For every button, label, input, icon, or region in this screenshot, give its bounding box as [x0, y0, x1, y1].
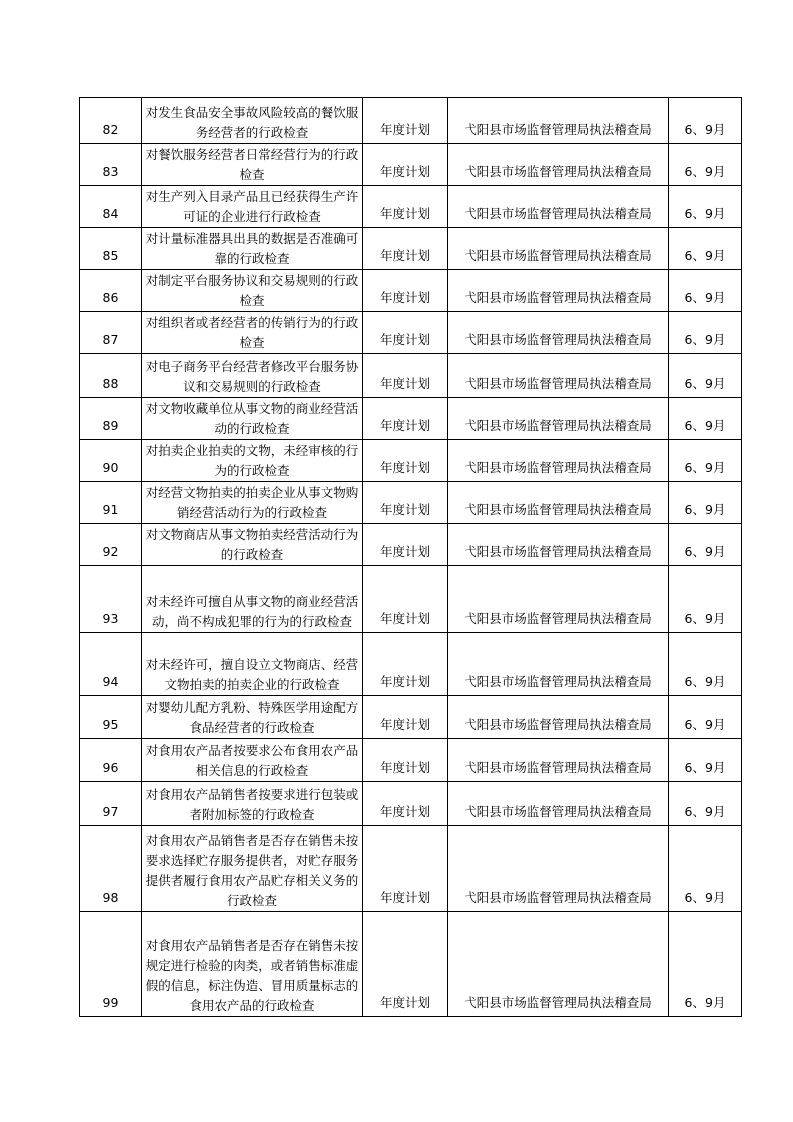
inspection-months-cell [669, 912, 742, 1017]
row-number: 98 [102, 890, 119, 905]
table-row [80, 312, 742, 354]
plan-type-cell [363, 482, 448, 524]
plan-type: 年度计划 [379, 544, 430, 559]
plan-type: 年度计划 [379, 674, 430, 689]
inspection-item-cell [142, 312, 363, 354]
inspection-months: 6、9月 [684, 122, 726, 137]
inspection-item-cell [142, 696, 363, 739]
row-number-cell [80, 524, 142, 566]
responsible-department: 弋阳县市场监督管理局执法稽查局 [464, 890, 652, 905]
row-number: 88 [102, 376, 119, 391]
plan-type-cell [363, 566, 448, 633]
row-number-cell [80, 98, 142, 144]
responsible-department-cell [448, 98, 669, 144]
inspection-months-cell [669, 354, 742, 398]
row-number: 97 [102, 804, 119, 819]
row-number: 86 [102, 290, 119, 305]
inspection-months: 6、9月 [684, 804, 726, 819]
inspection-months: 6、9月 [684, 418, 726, 433]
plan-type-cell [363, 98, 448, 144]
responsible-department-cell [448, 398, 669, 440]
inspection-item: 对食用农产品销售者是否存在销售未按要求选择贮存服务提供者，对贮存服务提供者履行食用农产品贮存相关义务的行政检查 [145, 833, 359, 908]
row-number: 94 [102, 674, 119, 689]
row-number-cell [80, 826, 142, 912]
row-number: 82 [102, 122, 119, 137]
responsible-department: 弋阳县市场监督管理局执法稽查局 [464, 332, 652, 347]
row-number-cell [80, 144, 142, 186]
inspection-months: 6、9月 [684, 332, 726, 347]
row-number: 92 [102, 544, 119, 559]
row-number: 85 [102, 248, 119, 263]
inspection-months: 6、9月 [684, 164, 726, 179]
responsible-department: 弋阳县市场监督管理局执法稽查局 [464, 376, 652, 391]
responsible-department-cell [448, 566, 669, 633]
inspection-months-cell [669, 398, 742, 440]
inspection-item: 对文物商店从事文物拍卖经营活动行为的行政检查 [145, 527, 359, 562]
table-row [80, 696, 742, 739]
inspection-months-cell [669, 739, 742, 782]
row-number-cell [80, 270, 142, 312]
responsible-department: 弋阳县市场监督管理局执法稽查局 [464, 611, 652, 626]
plan-type-cell [363, 912, 448, 1017]
row-number-cell [80, 739, 142, 782]
responsible-department-cell [448, 826, 669, 912]
table-row [80, 144, 742, 186]
responsible-department-cell [448, 524, 669, 566]
inspection-item-cell [142, 228, 363, 270]
inspection-item-cell [142, 186, 363, 228]
inspection-item: 对食用农产品者按要求公布食用农产品相关信息的行政检查 [145, 743, 359, 778]
inspection-months-cell [669, 228, 742, 270]
plan-type: 年度计划 [379, 460, 430, 475]
plan-type: 年度计划 [379, 611, 430, 626]
inspection-months: 6、9月 [684, 290, 726, 305]
plan-type-cell [363, 524, 448, 566]
inspection-months-cell [669, 826, 742, 912]
plan-type: 年度计划 [379, 206, 430, 221]
inspection-item: 对拍卖企业拍卖的文物，未经审核的行为的行政检查 [145, 443, 359, 478]
table-row [80, 270, 742, 312]
plan-type-cell [363, 696, 448, 739]
table-row [80, 826, 742, 912]
plan-type: 年度计划 [379, 418, 430, 433]
responsible-department: 弋阳县市场监督管理局执法稽查局 [464, 418, 652, 433]
inspection-item-cell [142, 98, 363, 144]
row-number: 89 [102, 418, 119, 433]
inspection-item-cell [142, 270, 363, 312]
inspection-item-cell [142, 440, 363, 482]
inspection-item: 对制定平台服务协议和交易规则的行政检查 [145, 273, 359, 308]
responsible-department-cell [448, 228, 669, 270]
inspection-months: 6、9月 [684, 206, 726, 221]
responsible-department: 弋阳县市场监督管理局执法稽查局 [464, 995, 652, 1010]
inspection-months-cell [669, 482, 742, 524]
responsible-department: 弋阳县市场监督管理局执法稽查局 [464, 804, 652, 819]
plan-type: 年度计划 [379, 248, 430, 263]
inspection-months: 6、9月 [684, 248, 726, 263]
row-number: 96 [102, 760, 119, 775]
row-number: 84 [102, 206, 119, 221]
table-body [80, 98, 742, 1017]
inspection-months: 6、9月 [684, 890, 726, 905]
inspection-item: 对发生食品安全事故风险较高的餐饮服务经营者的行政检查 [145, 105, 359, 140]
plan-type-cell [363, 782, 448, 826]
responsible-department-cell [448, 440, 669, 482]
row-number-cell [80, 440, 142, 482]
plan-type-cell [363, 228, 448, 270]
row-number-cell [80, 186, 142, 228]
inspection-item-cell [142, 482, 363, 524]
inspection-months-cell [669, 186, 742, 228]
inspection-months: 6、9月 [684, 717, 726, 732]
inspection-months-cell [669, 566, 742, 633]
responsible-department-cell [448, 270, 669, 312]
inspection-item-cell [142, 144, 363, 186]
row-number: 87 [102, 332, 119, 347]
inspection-months: 6、9月 [684, 995, 726, 1010]
responsible-department: 弋阳县市场监督管理局执法稽查局 [464, 717, 652, 732]
inspection-item-cell [142, 354, 363, 398]
plan-type: 年度计划 [379, 376, 430, 391]
inspection-item-cell [142, 912, 363, 1017]
row-number-cell [80, 912, 142, 1017]
inspection-item: 对电子商务平台经营者修改平台服务协议和交易规则的行政检查 [145, 359, 359, 394]
responsible-department: 弋阳县市场监督管理局执法稽查局 [464, 502, 652, 517]
inspection-item: 对未经许可擅自从事文物的商业经营活动，尚不构成犯罪的行为的行政检查 [145, 594, 359, 629]
table-row [80, 228, 742, 270]
responsible-department-cell [448, 912, 669, 1017]
plan-type: 年度计划 [379, 804, 430, 819]
responsible-department-cell [448, 633, 669, 696]
responsible-department-cell [448, 696, 669, 739]
responsible-department-cell [448, 482, 669, 524]
row-number: 99 [102, 995, 119, 1010]
inspection-months-cell [669, 312, 742, 354]
plan-type: 年度计划 [379, 890, 430, 905]
inspection-item: 对生产列入目录产品且已经获得生产许可证的企业进行行政检查 [145, 189, 359, 224]
responsible-department-cell [448, 312, 669, 354]
inspection-item-cell [142, 782, 363, 826]
responsible-department: 弋阳县市场监督管理局执法稽查局 [464, 206, 652, 221]
responsible-department: 弋阳县市场监督管理局执法稽查局 [464, 122, 652, 137]
table-row [80, 482, 742, 524]
plan-type-cell [363, 354, 448, 398]
table-row [80, 524, 742, 566]
plan-type: 年度计划 [379, 717, 430, 732]
responsible-department-cell [448, 739, 669, 782]
row-number-cell [80, 482, 142, 524]
row-number-cell [80, 782, 142, 826]
inspection-months: 6、9月 [684, 376, 726, 391]
row-number-cell [80, 354, 142, 398]
inspection-item-cell [142, 566, 363, 633]
row-number: 90 [102, 460, 119, 475]
responsible-department-cell [448, 144, 669, 186]
responsible-department: 弋阳县市场监督管理局执法稽查局 [464, 544, 652, 559]
plan-type: 年度计划 [379, 332, 430, 347]
inspection-months-cell [669, 440, 742, 482]
plan-type-cell [363, 440, 448, 482]
plan-type-cell [363, 398, 448, 440]
plan-type: 年度计划 [379, 290, 430, 305]
inspection-item: 对未经许可，擅自设立文物商店、经营文物拍卖的拍卖企业的行政检查 [145, 657, 359, 692]
inspection-item-cell [142, 633, 363, 696]
row-number: 93 [102, 611, 119, 626]
inspection-item-cell [142, 398, 363, 440]
inspection-item: 对婴幼儿配方乳粉、特殊医学用途配方食品经营者的行政检查 [145, 700, 359, 735]
responsible-department-cell [448, 782, 669, 826]
table-row [80, 98, 742, 144]
row-number-cell [80, 228, 142, 270]
inspection-months-cell [669, 782, 742, 826]
plan-type: 年度计划 [379, 122, 430, 137]
inspection-item: 对组织者或者经营者的传销行为的行政检查 [145, 315, 359, 350]
responsible-department: 弋阳县市场监督管理局执法稽查局 [464, 460, 652, 475]
inspection-item-cell [142, 524, 363, 566]
inspection-months: 6、9月 [684, 502, 726, 517]
responsible-department: 弋阳县市场监督管理局执法稽查局 [464, 164, 652, 179]
row-number-cell [80, 566, 142, 633]
inspection-item: 对文物收藏单位从事文物的商业经营活动的行政检查 [145, 401, 359, 436]
row-number: 91 [102, 502, 119, 517]
inspection-months: 6、9月 [684, 760, 726, 775]
inspection-months: 6、9月 [684, 460, 726, 475]
inspection-months-cell [669, 633, 742, 696]
inspection-months: 6、9月 [684, 611, 726, 626]
inspection-item-cell [142, 826, 363, 912]
table-row [80, 186, 742, 228]
row-number-cell [80, 633, 142, 696]
row-number: 95 [102, 717, 119, 732]
inspection-months-cell [669, 270, 742, 312]
inspection-months-cell [669, 98, 742, 144]
inspection-item: 对食用农产品销售者按要求进行包装或者附加标签的行政检查 [145, 787, 359, 822]
responsible-department: 弋阳县市场监督管理局执法稽查局 [464, 248, 652, 263]
responsible-department: 弋阳县市场监督管理局执法稽查局 [464, 674, 652, 689]
table-row [80, 440, 742, 482]
responsible-department-cell [448, 186, 669, 228]
table-row [80, 912, 742, 1017]
inspection-months-cell [669, 524, 742, 566]
row-number: 83 [102, 164, 119, 179]
plan-type-cell [363, 739, 448, 782]
row-number-cell [80, 312, 142, 354]
table-row [80, 566, 742, 633]
inspection-item: 对食用农产品销售者是否存在销售未按规定进行检验的肉类，或者销售标准虚假的信息，标注伪造、冒用质量标志的食用农产品的行政检查 [145, 938, 359, 1013]
table-row [80, 633, 742, 696]
table-row [80, 739, 742, 782]
plan-type-cell [363, 144, 448, 186]
table-row [80, 354, 742, 398]
plan-type-cell [363, 312, 448, 354]
row-number-cell [80, 696, 142, 739]
plan-type: 年度计划 [379, 760, 430, 775]
inspection-months-cell [669, 144, 742, 186]
plan-type: 年度计划 [379, 502, 430, 517]
table-row [80, 398, 742, 440]
plan-type: 年度计划 [379, 995, 430, 1010]
inspection-months-cell [669, 696, 742, 739]
inspection-item-cell [142, 739, 363, 782]
inspection-months: 6、9月 [684, 674, 726, 689]
inspection-item: 对经营文物拍卖的拍卖企业从事文物购销经营活动行为的行政检查 [145, 485, 359, 520]
table-row [80, 782, 742, 826]
inspection-plan-table [79, 97, 742, 1017]
inspection-item: 对计量标准器具出具的数据是否准确可靠的行政检查 [145, 231, 359, 266]
inspection-item: 对餐饮服务经营者日常经营行为的行政检查 [145, 147, 359, 182]
plan-type-cell [363, 186, 448, 228]
inspection-months: 6、9月 [684, 544, 726, 559]
plan-type-cell [363, 270, 448, 312]
responsible-department: 弋阳县市场监督管理局执法稽查局 [464, 290, 652, 305]
responsible-department-cell [448, 354, 669, 398]
plan-type: 年度计划 [379, 164, 430, 179]
plan-type-cell [363, 633, 448, 696]
row-number-cell [80, 398, 142, 440]
plan-type-cell [363, 826, 448, 912]
responsible-department: 弋阳县市场监督管理局执法稽查局 [464, 760, 652, 775]
